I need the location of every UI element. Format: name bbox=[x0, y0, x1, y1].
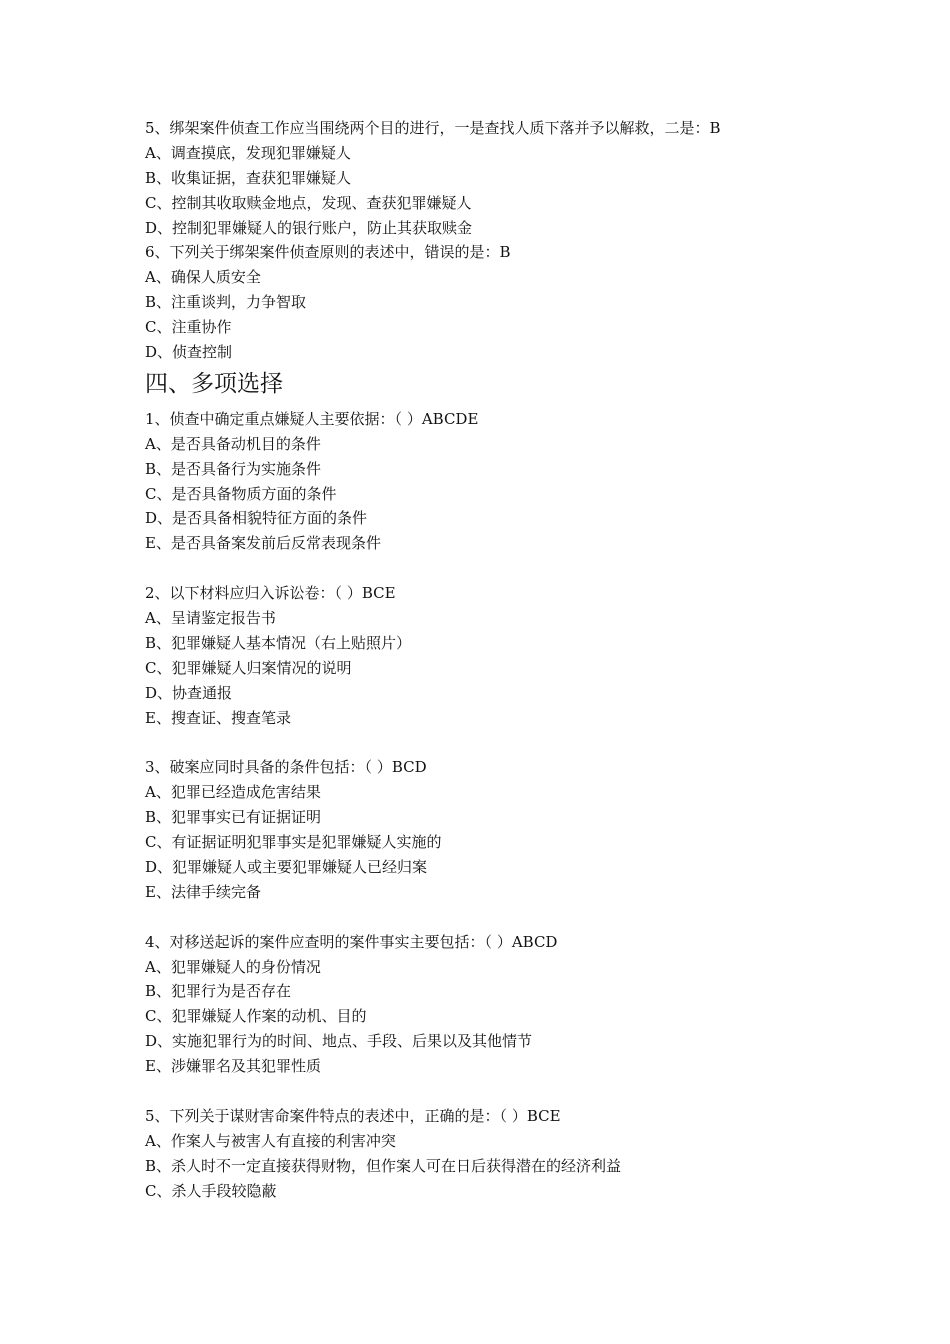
option-prior-6-b: B、注重谈判，力争智取 bbox=[145, 293, 307, 312]
option-multi-3-e: E、法律手续完备 bbox=[145, 882, 261, 901]
question-prior-6: 6、下列关于绑架案件侦查原则的表述中，错误的是：B bbox=[145, 243, 511, 262]
section-heading: 四、多项选择 bbox=[145, 370, 283, 397]
option-prior-6-d: D、侦查控制 bbox=[145, 343, 233, 362]
option-multi-1-a: A、是否具备动机目的条件 bbox=[145, 434, 321, 453]
option-multi-2-a: A、呈请鉴定报告书 bbox=[145, 609, 276, 628]
option-prior-6-c: C、注重协作 bbox=[145, 318, 232, 337]
option-multi-4-d: D、实施犯罪行为的时间、地点、手段、后果以及其他情节 bbox=[145, 1032, 533, 1051]
option-multi-2-d: D、协查通报 bbox=[145, 683, 233, 702]
question-prior-5: 5、绑架案件侦查工作应当围绕两个目的进行，一是查找人质下落并予以解救，二是：B bbox=[145, 119, 721, 137]
question-multi-2: 2、以下材料应归入诉讼卷：（ ）BCE bbox=[145, 584, 396, 603]
option-multi-3-d: D、犯罪嫌疑人或主要犯罪嫌疑人已经归案 bbox=[145, 857, 428, 876]
option-multi-3-b: B、犯罪事实已有证据证明 bbox=[145, 808, 322, 827]
option-multi-2-b: B、犯罪嫌疑人基本情况（右上贴照片） bbox=[145, 633, 412, 652]
option-prior-5-d: D、控制犯罪嫌疑人的银行账户，防止其获取赎金 bbox=[145, 218, 473, 237]
spacer bbox=[145, 556, 845, 581]
spacer bbox=[145, 730, 845, 755]
option-multi-5-a: A、作案人与被害人有直接的利害冲突 bbox=[145, 1131, 396, 1150]
option-multi-1-d: D、是否具备相貌特征方面的条件 bbox=[145, 509, 368, 528]
option-multi-1-b: B、是否具备行为实施条件 bbox=[145, 459, 322, 478]
option-multi-2-e: E、搜查证、搜查笔录 bbox=[145, 708, 291, 727]
question-multi-3: 3、破案应同时具备的条件包括：（ ）BCD bbox=[145, 758, 427, 777]
option-prior-5-a: A、调查摸底，发现犯罪嫌疑人 bbox=[145, 143, 351, 162]
option-multi-4-b: B、犯罪行为是否存在 bbox=[145, 982, 292, 1001]
option-multi-1-e: E、是否具备案发前后反常表现条件 bbox=[145, 534, 381, 553]
option-prior-5-c: C、控制其收取赎金地点，发现、查获犯罪嫌疑人 bbox=[145, 193, 472, 212]
option-multi-3-a: A、犯罪已经造成危害结果 bbox=[145, 783, 321, 802]
document-page bbox=[145, 116, 845, 1203]
question-multi-5: 5、下列关于谋财害命案件特点的表述中，正确的是：（ ）BCE bbox=[145, 1106, 561, 1125]
option-multi-1-c: C、是否具备物质方面的条件 bbox=[145, 484, 337, 503]
option-multi-5-c: C、杀人手段较隐蔽 bbox=[145, 1181, 277, 1200]
option-multi-4-c: C、犯罪嫌疑人作案的动机、目的 bbox=[145, 1007, 367, 1026]
option-prior-6-a: A、确保人质安全 bbox=[145, 268, 261, 287]
spacer bbox=[145, 905, 845, 930]
option-multi-5-b: B、杀人时不一定直接获得财物，但作案人可在日后获得潜在的经济利益 bbox=[145, 1156, 622, 1175]
option-prior-5-b: B、收集证据，查获犯罪嫌疑人 bbox=[145, 168, 352, 187]
option-multi-4-a: A、犯罪嫌疑人的身份情况 bbox=[145, 957, 321, 976]
question-multi-4: 4、对移送起诉的案件应查明的案件事实主要包括：（ ）ABCD bbox=[145, 932, 558, 951]
option-multi-2-c: C、犯罪嫌疑人归案情况的说明 bbox=[145, 658, 352, 677]
spacer bbox=[145, 1079, 845, 1104]
option-multi-4-e: E、涉嫌罪名及其犯罪性质 bbox=[145, 1057, 321, 1076]
option-multi-3-c: C、有证据证明犯罪事实是犯罪嫌疑人实施的 bbox=[145, 833, 442, 852]
question-multi-1: 1、侦查中确定重点嫌疑人主要依据：（ ）ABCDE bbox=[145, 409, 479, 428]
